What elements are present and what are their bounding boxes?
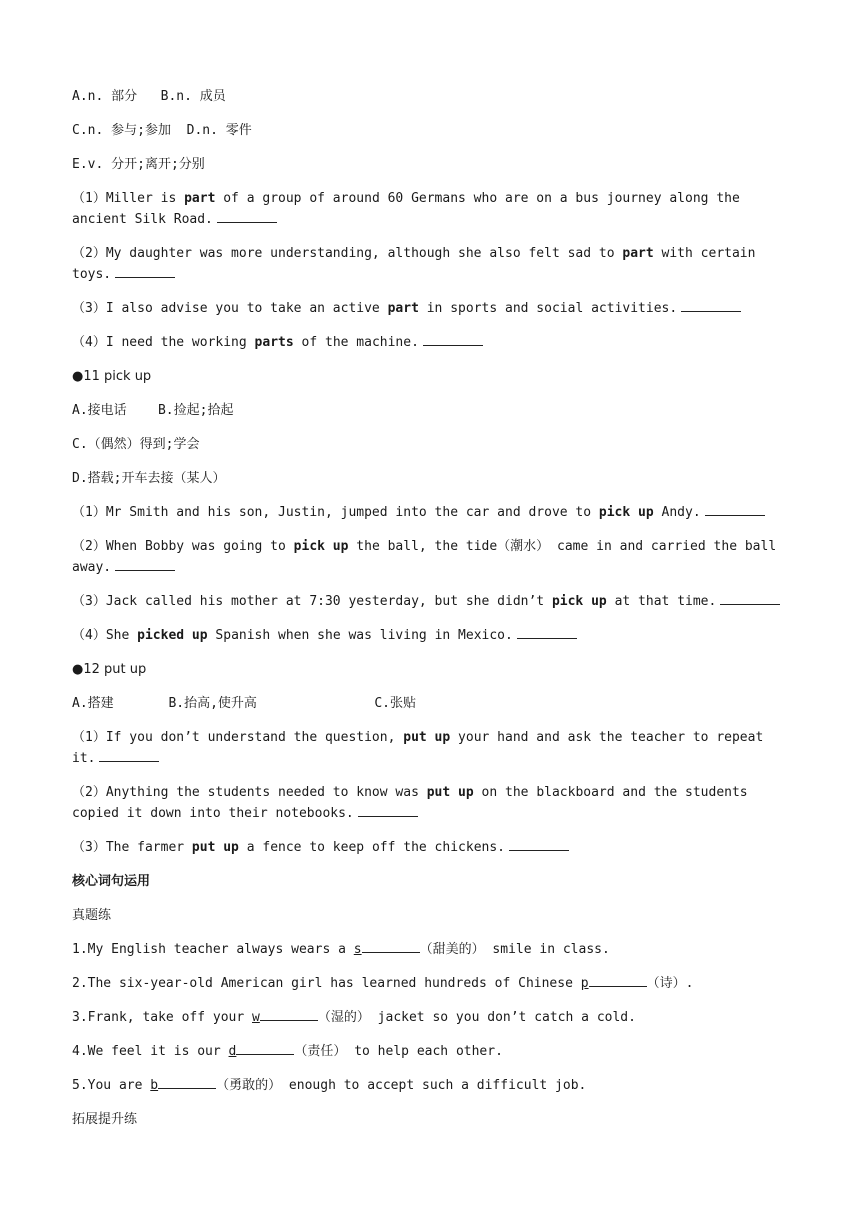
question-text: your hand and ask the teacher to repeat it.	[72, 730, 772, 766]
question-text: （1）Mr Smith and his son, Justin, jumped into the car and drove to	[72, 505, 599, 520]
fill-question	[72, 973, 790, 994]
section-heading-pick-up: ●11 pick up	[72, 369, 152, 384]
hint-letter: s	[353, 942, 362, 957]
keyword: put up	[191, 840, 239, 855]
part-question	[72, 243, 790, 285]
answer-blank[interactable]	[362, 940, 420, 953]
part-question	[72, 332, 790, 353]
fill-question	[72, 1075, 790, 1096]
answer-blank[interactable]	[509, 838, 569, 851]
question-text: （勇敢的） enough to accept such a difficult job.	[216, 1078, 587, 1093]
answer-blank[interactable]	[99, 749, 159, 762]
pickup-option-line: C.（偶然）得到;学会	[72, 437, 200, 452]
part-option-line: A.n. 部分 B.n. 成员	[72, 89, 226, 104]
question-text: （2）Anything the students needed to know was	[72, 785, 427, 800]
part-option-line: C.n. 参与;参加 D.n. 零件	[72, 123, 252, 138]
question-text: （3）Jack called his mother at 7:30 yesterday, but she didn’t	[72, 594, 552, 609]
putup-question	[72, 727, 790, 769]
subheading-real-questions: 真题练	[72, 908, 112, 923]
keyword: parts	[254, 335, 294, 350]
keyword: part	[387, 301, 419, 316]
question-text: with certain toys.	[72, 246, 764, 282]
keyword: pick up	[598, 505, 654, 520]
answer-blank[interactable]	[681, 299, 741, 312]
section-heading-core: 核心词句运用	[72, 874, 151, 889]
answer-blank[interactable]	[158, 1076, 216, 1089]
question-text: 2.The six-year-old American girl has learned hundreds of Chinese	[72, 976, 581, 991]
question-text: （1）If you don’t understand the question,	[72, 730, 404, 745]
question-text: （2）When Bobby was going to	[72, 539, 294, 554]
hint-letter: d	[228, 1044, 237, 1059]
question-text: （3）I also advise you to take an active	[72, 301, 388, 316]
fill-question	[72, 1041, 790, 1062]
fill-question	[72, 1007, 790, 1028]
question-text: on the blackboard and the students copied it down into their notebooks.	[72, 785, 756, 821]
question-text: （湿的） jacket so you don’t catch a cold.	[317, 1010, 636, 1025]
answer-blank[interactable]	[236, 1042, 294, 1055]
question-text: （1）Miller is	[72, 191, 185, 206]
pickup-question	[72, 536, 790, 578]
putup-question	[72, 782, 790, 824]
part-question	[72, 298, 790, 319]
question-text: （4）She	[72, 628, 138, 643]
fill-question	[72, 939, 790, 960]
question-text: （4）I need the working	[72, 335, 255, 350]
putup-question	[72, 837, 790, 858]
keyword: picked up	[137, 628, 208, 643]
pickup-option-line: A.接电话 B.捡起;拾起	[72, 403, 234, 418]
pickup-question	[72, 625, 790, 646]
answer-blank[interactable]	[720, 592, 780, 605]
part-question	[72, 188, 790, 230]
question-text: Andy.	[653, 505, 701, 520]
answer-blank[interactable]	[589, 974, 647, 987]
section-heading-put-up: ●12 put up	[72, 662, 147, 677]
question-text: Spanish when she was living in Mexico.	[207, 628, 513, 643]
answer-blank[interactable]	[115, 265, 175, 278]
pickup-question	[72, 502, 790, 523]
question-text: 4.We feel it is our	[72, 1044, 229, 1059]
answer-blank[interactable]	[217, 210, 277, 223]
keyword: pick up	[293, 539, 349, 554]
question-text: of the machine.	[293, 335, 419, 350]
question-text: of a group of around 60 Germans who are on a bus journey along the ancient Silk Road.	[72, 191, 748, 227]
question-text: （甜美的） smile in class.	[419, 942, 610, 957]
pickup-question	[72, 591, 790, 612]
answer-blank[interactable]	[260, 1008, 318, 1021]
question-text: the ball, the tide（潮水） came in and carried the ball away.	[72, 539, 784, 575]
question-text: at that time.	[606, 594, 717, 609]
question-text: in sports and social activities.	[418, 301, 678, 316]
question-text: （责任） to help each other.	[294, 1044, 503, 1059]
answer-blank[interactable]	[423, 333, 483, 346]
keyword: put up	[426, 785, 474, 800]
answer-blank[interactable]	[705, 503, 765, 516]
question-text: a fence to keep off the chickens.	[238, 840, 505, 855]
answer-blank[interactable]	[517, 626, 577, 639]
hint-letter: w	[252, 1010, 260, 1025]
hint-letter: p	[580, 976, 589, 991]
worksheet-page	[72, 86, 790, 1143]
question-text: （3）The farmer	[72, 840, 192, 855]
subheading-extension: 拓展提升练	[72, 1112, 138, 1127]
answer-blank[interactable]	[358, 804, 418, 817]
putup-option-line: A.搭建 B.抬高,使升高 C.张贴	[72, 696, 416, 711]
question-text: 1.My English teacher always wears a	[72, 942, 354, 957]
keyword: part	[622, 246, 654, 261]
answer-blank[interactable]	[115, 558, 175, 571]
question-text: 5.You are	[72, 1078, 151, 1093]
question-text: （诗）.	[646, 976, 694, 991]
keyword: put up	[403, 730, 451, 745]
pickup-option-line: D.搭载;开车去接（某人）	[72, 471, 226, 486]
hint-letter: b	[150, 1078, 159, 1093]
keyword: pick up	[551, 594, 607, 609]
question-text: 3.Frank, take off your	[72, 1010, 253, 1025]
keyword: part	[184, 191, 216, 206]
part-option-line: E.v. 分开;离开;分别	[72, 157, 205, 172]
question-text: （2）My daughter was more understanding, although she also felt sad to	[72, 246, 623, 261]
